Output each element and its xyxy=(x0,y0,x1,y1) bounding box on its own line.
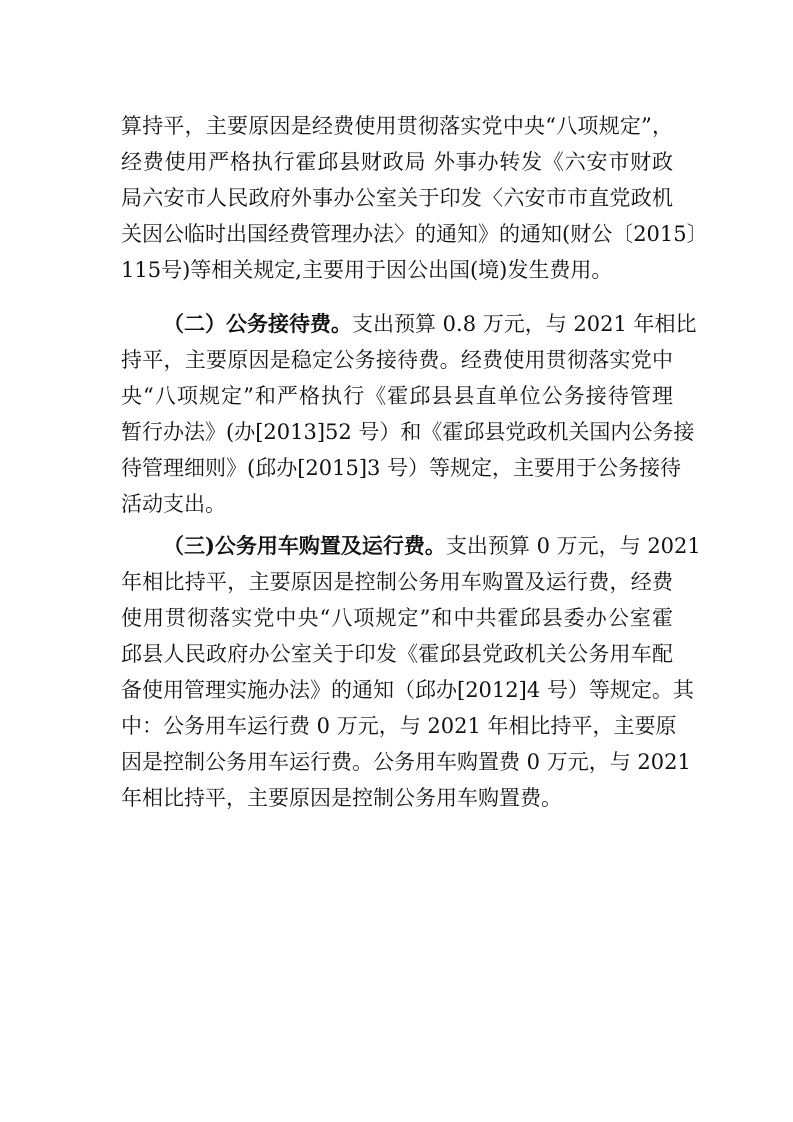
para2-line-5: 待管理细则》(邱办[2015]3 号）等规定，主要用于公务接待 xyxy=(121,456,682,480)
para2-heading: （二）公务接待费。 xyxy=(163,311,352,336)
para1-line-3: 局六安市人民政府外事办公室关于印发〈六安市市直党政机 xyxy=(121,186,673,210)
para3-line-6: 中：公务用车运行费 0 万元，与 2021 年相比持平，主要原 xyxy=(121,714,677,738)
para3-line-2: 年相比持平，主要原因是控制公务用车购置及运行费，经费 xyxy=(121,570,673,594)
para1-line-2: 经费使用严格执行霍邱县财政局 外事办转发《六安市财政 xyxy=(121,150,673,174)
para2-line-2: 持平，主要原因是稳定公务接待费。经费使用贯彻落实党中 xyxy=(121,348,673,372)
para2-line-4: 暂行办法》(办[2013]52 号）和《霍邱县党政机关国内公务接 xyxy=(121,420,695,444)
para3-first-rest: 支出预算 0 万元，与 2021 xyxy=(445,534,701,558)
para3-line-7: 因是控制公务用车运行费。公务用车购置费 0 万元，与 2021 xyxy=(121,750,691,774)
para3-line-3: 使用贯彻落实党中央“八项规定”和中共霍邱县委办公室霍 xyxy=(121,606,673,630)
para1-line-1: 算持平，主要原因是经费使用贯彻落实党中央“八项规定”， xyxy=(121,114,673,138)
para2-first-rest: 支出预算 0.8 万元，与 2021 年相比 xyxy=(352,312,697,336)
para2-line-3: 央“八项规定”和严格执行《霍邱县县直单位公务接待管理 xyxy=(121,384,673,408)
para1-line-5: 115号)等相关规定,主要用于因公出国(境)发生费用。 xyxy=(121,258,613,282)
para2-first-line xyxy=(163,306,697,342)
para3-line-8: 年相比持平，主要原因是控制公务用车购置费。 xyxy=(121,786,562,810)
para2-line-6: 活动支出。 xyxy=(121,492,226,516)
para3-heading: （三)公务用车购置及运行费。 xyxy=(163,533,446,558)
para3-line-5: 备使用管理实施办法》的通知（邱办[2012]4 号）等规定。其 xyxy=(121,678,694,702)
para3-first-line xyxy=(163,528,701,564)
para1-line-4: 关因公临时出国经费管理办法〉的通知》的通知(财公〔2015〕 xyxy=(121,222,708,246)
para3-line-4: 邱县人民政府办公室关于印发《霍邱县党政机关公务用车配 xyxy=(121,642,673,666)
